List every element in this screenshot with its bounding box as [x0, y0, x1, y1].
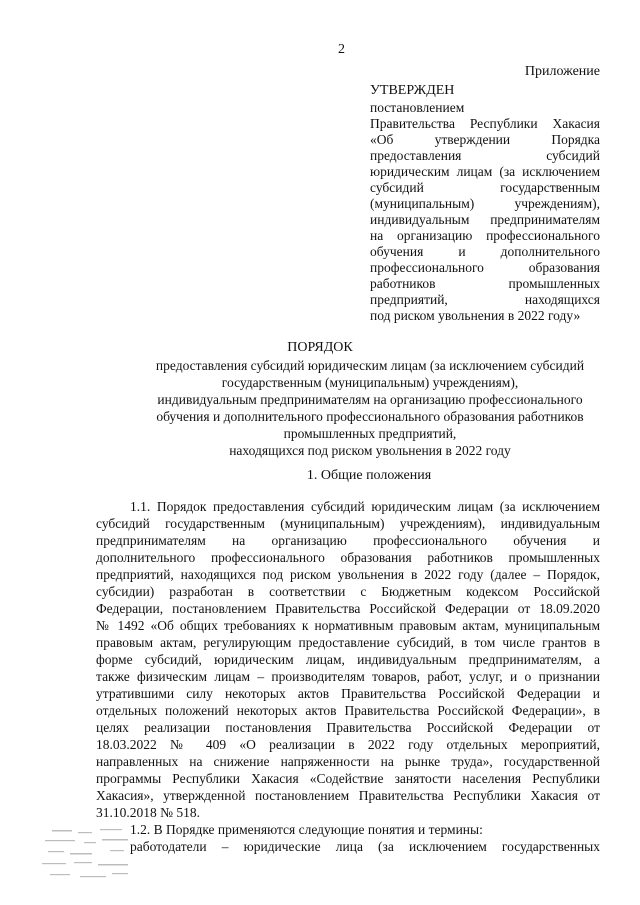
approval-line: постановлением — [370, 100, 465, 115]
paragraph-line: дополнительного профессионального образования работников промышленных — [96, 550, 600, 565]
paragraph-line: Федерации, постановлением Правительства Российской Федерации от 18.09.2020 — [96, 601, 600, 616]
approval-line: предприятий, находящихся — [370, 292, 600, 307]
order-subtitle-line: промышленных предприятий, — [283, 426, 457, 441]
paragraph-line: утратившими силу некоторых актов Правительства Российской Федерации и — [96, 686, 600, 701]
approval-line: Правительства Республики Хакасия — [370, 116, 600, 131]
paragraph-line: Хакасия», утвержденной постановлением Правительства Республики Хакасия от — [96, 788, 600, 803]
approval-heading: УТВЕРЖДЕН — [370, 83, 455, 98]
approval-line: работников промышленных — [370, 276, 600, 291]
order-subtitle-line: предоставления субсидий юридическим лицам (за исключением субсидий — [155, 358, 585, 373]
paragraph-line: 18.03.2022 № 409 «О реализации в 2022 году отдельных мероприятий, — [96, 737, 600, 752]
paragraph-line: № 1492 «Об общих требованиях к нормативным правовым актам, муниципальным — [96, 618, 600, 633]
paragraph-line: правовым актам, регулирующим предоставление субсидий, в том числе грантов в — [96, 635, 600, 650]
paragraph-line: 1.2. В Порядке применяются следующие понятия и термины: — [130, 822, 483, 837]
paragraph-line: направленных на снижение напряженности на рынке труда», государственной — [96, 754, 600, 769]
approval-line: обучения и дополнительного — [370, 244, 600, 259]
paragraph-line: программы Республики Хакасия «Содействие занятости населения Республики — [96, 771, 600, 786]
approval-line: «Об утверждении Порядка — [370, 132, 600, 147]
paragraph-line: предпринимателям на организацию профессионального обучения и — [96, 533, 600, 548]
section-heading: 1. Общие положения — [306, 468, 432, 483]
appendix-label: Приложение — [524, 64, 600, 79]
approval-line: субсидий государственным — [370, 180, 600, 195]
approval-line: под риском увольнения в 2022 году» — [370, 308, 581, 323]
body-text — [96, 498, 600, 855]
paragraph-line: 31.10.2018 № 518. — [96, 805, 201, 820]
paragraph-line: форме субсидий, юридическим лицам, индивидуальным предпринимателям, а — [96, 652, 600, 667]
approval-line: предоставления субсидий — [370, 148, 600, 163]
paragraph-line: отдельных положений некоторых актов Правительства Российской Федерации», в — [96, 703, 600, 718]
paragraph-line: работодатели – юридические лица (за исключением государственных — [130, 839, 600, 854]
approval-line: на организацию профессионального — [370, 228, 600, 243]
paragraph-line: субсидии) разработан в соответствии с Бюджетным кодексом Российской — [96, 584, 600, 599]
order-subtitle-line: находящихся под риском увольнения в 2022 году — [229, 443, 511, 458]
order-subtitle-line: обучения и дополнительного профессионального образования работников — [156, 409, 584, 424]
order-subtitle-line: индивидуальным предпринимателям на организацию профессионального — [157, 392, 583, 407]
order-subtitle-line: государственным (муниципальным) учреждениям), — [221, 375, 519, 390]
scan-stamp-mark — [40, 826, 136, 884]
paragraph-line: также физическим лицам – производителям товаров, работ, услуг, и о признании — [96, 669, 600, 684]
paragraph-line: предприятий, находящихся под риском увольнения в 2022 году (далее – Порядок, — [96, 567, 600, 582]
approval-line: (муниципальным) учреждениям), — [370, 196, 600, 211]
approval-line: юридическим лицам (за исключением — [370, 164, 600, 179]
paragraph-line: целях реализации постановления Правительства Российской Федерации от — [96, 720, 600, 735]
approval-line: индивидуальным предпринимателям — [370, 212, 600, 227]
paragraph-line: субсидий государственным (муниципальным) учреждениям), индивидуальным — [96, 516, 600, 531]
paragraph-line: 1.1. Порядок предоставления субсидий юридическим лицам (за исключением — [130, 499, 600, 514]
order-title: ПОРЯДОК — [287, 340, 353, 355]
approval-block — [370, 83, 600, 324]
page-number: 2 — [338, 42, 345, 57]
approval-line: профессионального образования — [370, 260, 600, 275]
order-subtitle — [90, 357, 640, 459]
